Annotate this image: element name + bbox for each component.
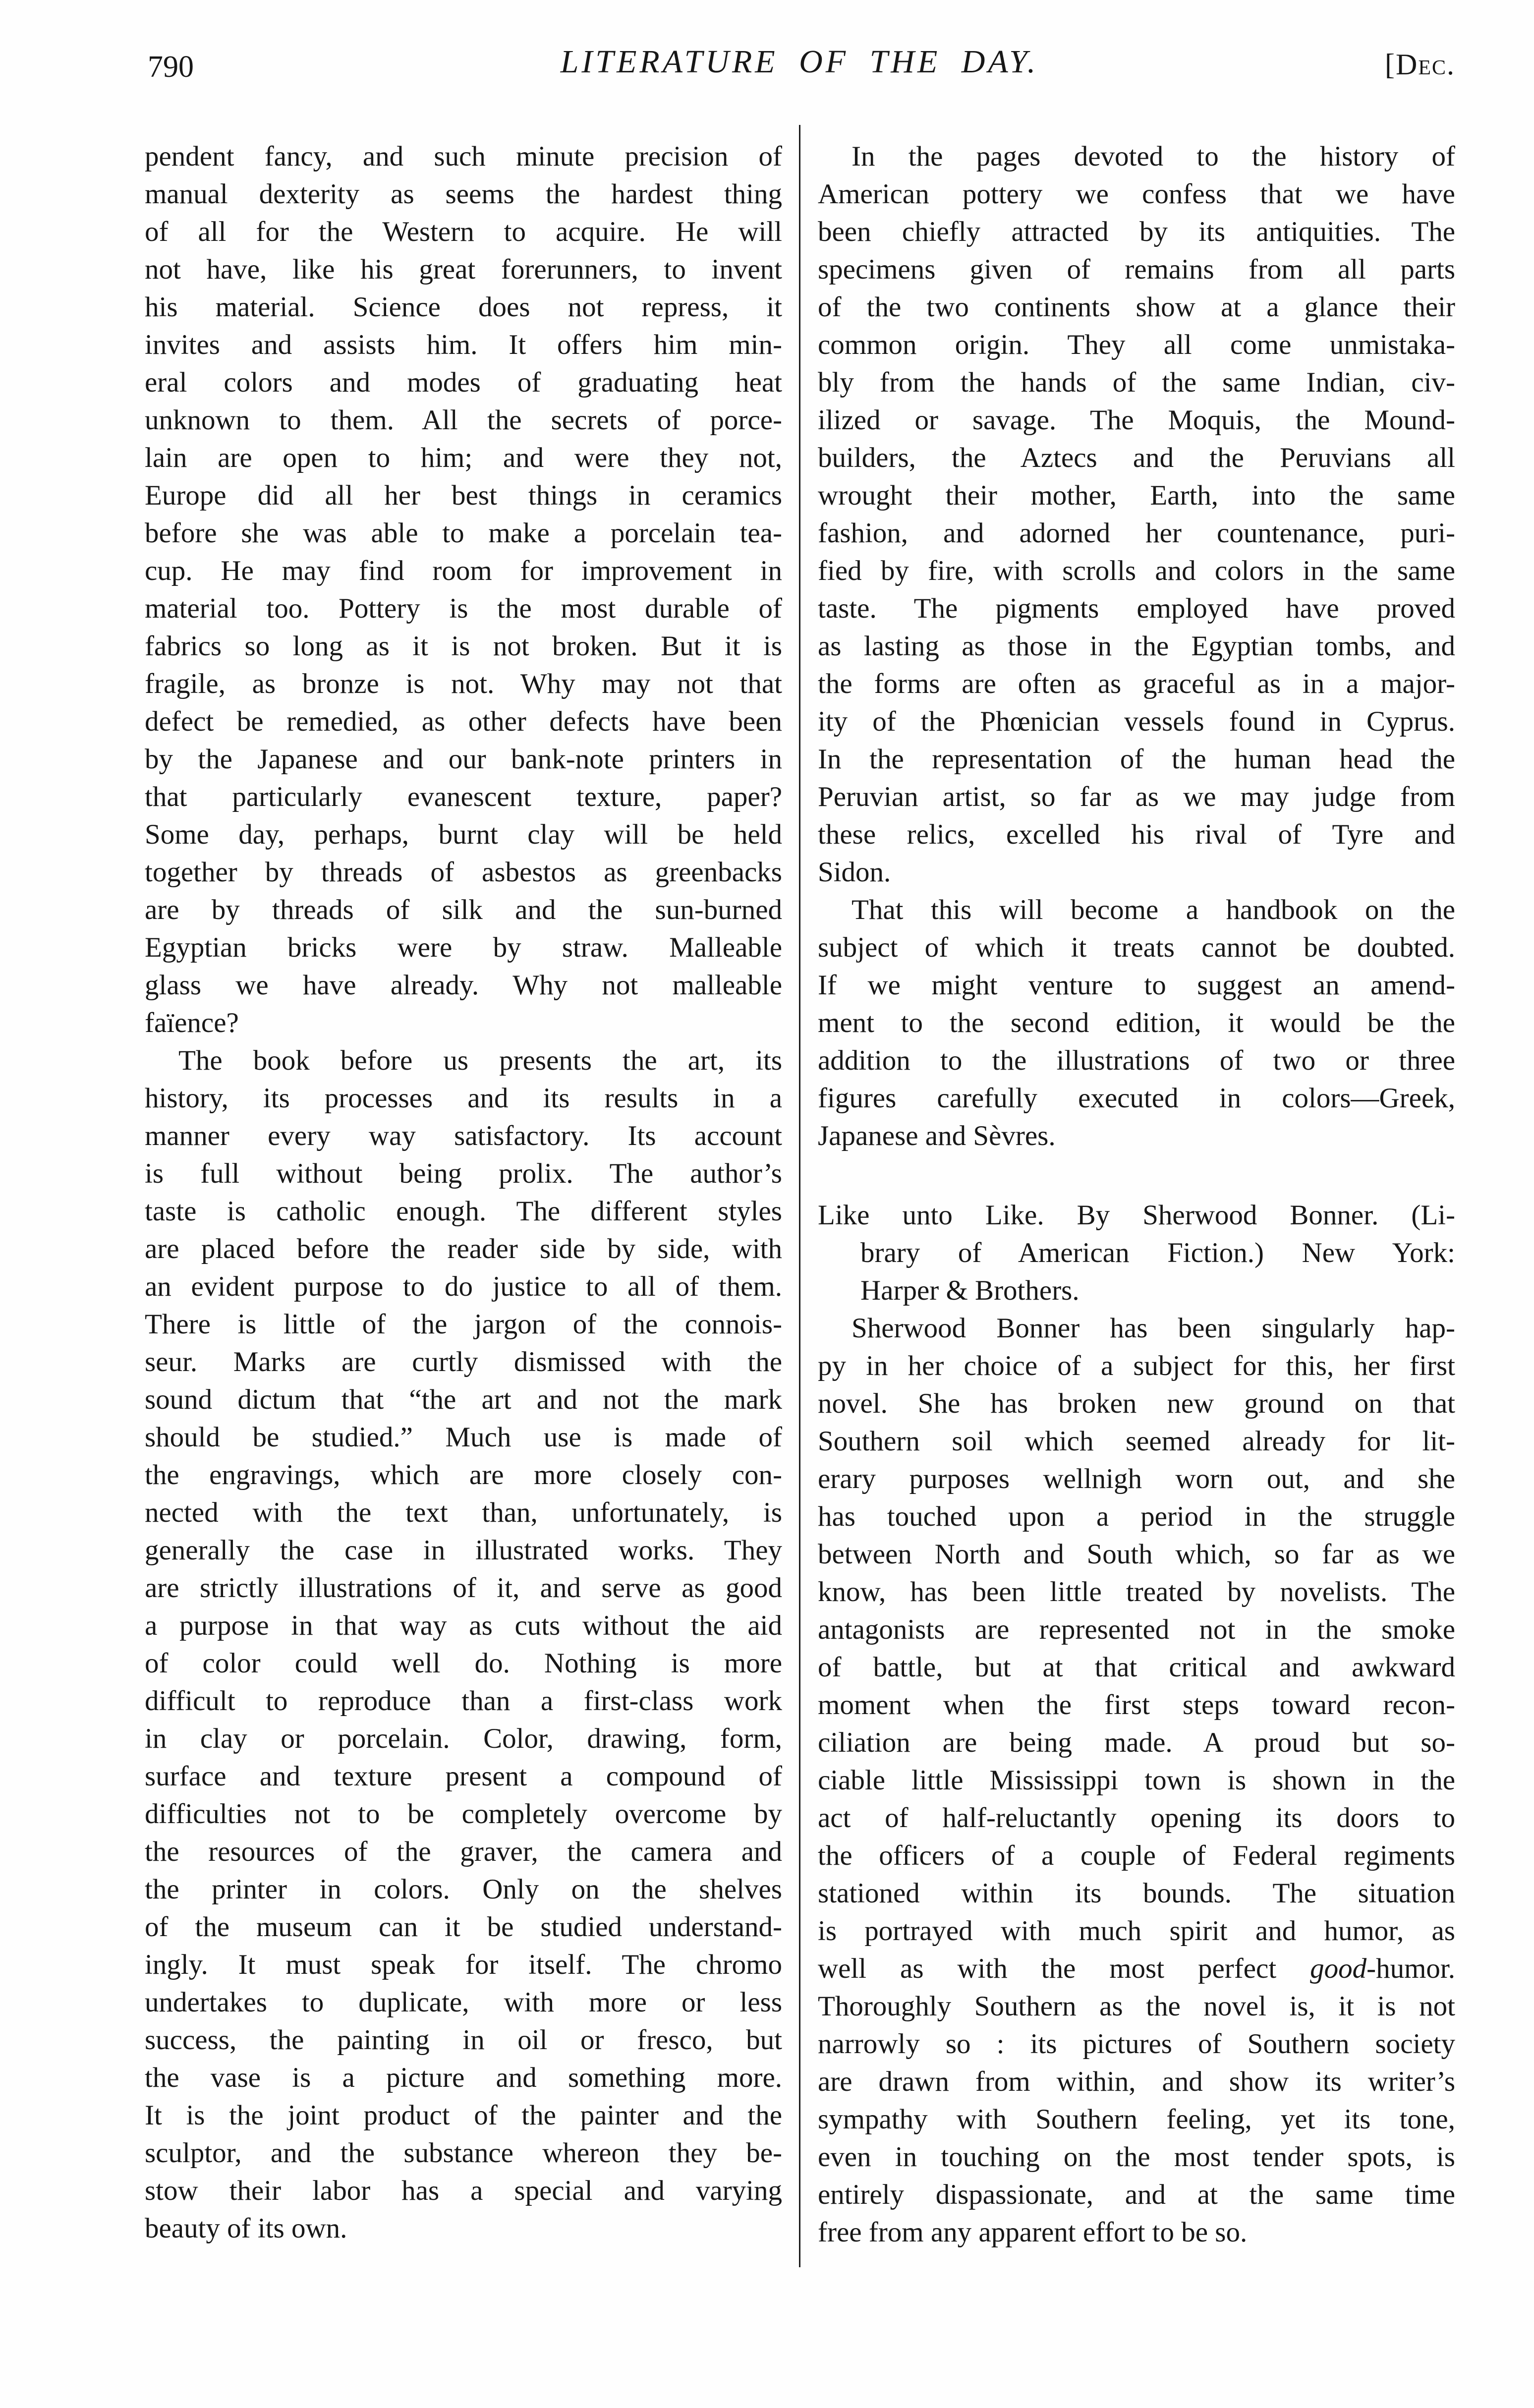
text-line: the forms are often as graceful as in a major- (818, 668, 1455, 699)
text-line: Sherwood Bonner has been singularly hap- (852, 1313, 1455, 1344)
text-line: the officers of a couple of Federal regiments (818, 1840, 1455, 1871)
text-line: difficult to reproduce than a first-class work (145, 1685, 782, 1717)
text-line: manual dexterity as seems the hardest thing (145, 178, 782, 210)
text-line: ingly. It must speak for itself. The chromo (145, 1949, 782, 1980)
text-line: Some day, perhaps, burnt clay will be held (145, 819, 782, 850)
text-line: moment when the first steps toward recon- (818, 1689, 1455, 1720)
text-line: stationed within its bounds. The situation (818, 1878, 1455, 1909)
text-line: generally the case in illustrated works. They (145, 1535, 782, 1566)
text-line: invites and assists him. It offers him min- (145, 329, 782, 360)
text-line: success, the painting in oil or fresco, but (145, 2024, 782, 2056)
text-line: material too. Pottery is the most durable of (145, 593, 782, 624)
text-line: is full without being prolix. The author’s (145, 1158, 782, 1189)
paragraph (145, 1042, 782, 2247)
text-line: fabrics so long as it is not broken. But it is (145, 631, 782, 662)
text-line: subject of which it treats cannot be doubted. (818, 932, 1455, 963)
text-line: sound dictum that “the art and not the mark (145, 1384, 782, 1415)
text-line: seur. Marks are curtly dismissed with the (145, 1346, 782, 1377)
text-line: act of half-reluctantly opening its doors to (818, 1802, 1455, 1834)
text-line: ilized or savage. The Moquis, the Mound- (818, 404, 1455, 436)
text-line: Southern soil which seemed already for lit- (818, 1426, 1455, 1457)
text-line: eral colors and modes of graduating heat (145, 367, 782, 398)
text-line: specimens given of remains from all parts (818, 254, 1455, 285)
text-line: that particularly evanescent texture, paper? (145, 781, 782, 812)
text-line: Egyptian bricks were by straw. Malleable (145, 932, 782, 963)
text-line: surface and texture present a compound of (145, 1761, 782, 1792)
text-line: between North and South which, so far as we (818, 1539, 1455, 1570)
book-citation (818, 1197, 1455, 1310)
text-line: American pottery we confess that we have (818, 178, 1455, 210)
text-line: sympathy with Southern feeling, yet its tone, (818, 2104, 1455, 2135)
text-line: In the representation of the human head the (818, 744, 1455, 775)
text-line: brary of American Fiction.) New York: (860, 1237, 1455, 1268)
text-line: pendent fancy, and such minute precision of (145, 141, 782, 172)
text-line: fashion, and adorned her countenance, puri- (818, 517, 1455, 549)
text-line: Europe did all her best things in ceramics (145, 480, 782, 511)
text-line: lain are open to him; and were they not, (145, 442, 782, 473)
text-line: been chiefly attracted by its antiquities. The (818, 216, 1455, 247)
text-line: are strictly illustrations of it, and serve as good (145, 1572, 782, 1604)
text-line: these relics, excelled his rival of Tyre and (818, 819, 1455, 850)
text-line: of all for the Western to acquire. He will (145, 216, 782, 247)
text-line: unknown to them. All the secrets of porce- (145, 404, 782, 436)
paragraph (818, 891, 1455, 1155)
issue-month-label: [Dec. (1385, 48, 1455, 81)
text-line: ciable little Mississippi town is shown in the (818, 1765, 1455, 1796)
text-line: history, its processes and its results in a (145, 1083, 782, 1114)
text-line: cup. He may find room for improvement in (145, 555, 782, 586)
text-line: taste. The pigments employed have proved (818, 593, 1455, 624)
page-number: 790 (148, 50, 194, 84)
text-line: Like unto Like. By Sherwood Bonner. (Li- (818, 1200, 1455, 1231)
running-head-title: LITERATURE OF THE DAY. (560, 44, 1039, 80)
text-line: There is little of the jargon of the connois- (145, 1309, 782, 1340)
text-line: the engravings, which are more closely con- (145, 1459, 782, 1491)
text-line: faïence? (145, 1007, 239, 1038)
paragraph (145, 138, 782, 1042)
text-line: wrought their mother, Earth, into the same (818, 480, 1455, 511)
text-line: know, has been little treated by novelists. The (818, 1576, 1455, 1607)
text-line: not have, like his great forerunners, to invent (145, 254, 782, 285)
text-line: has touched upon a period in the struggle (818, 1501, 1455, 1532)
text-line: a purpose in that way as cuts without the aid (145, 1610, 782, 1641)
text-line: of battle, but at that critical and awkward (818, 1652, 1455, 1683)
text-line: manner every way satisfactory. Its account (145, 1120, 782, 1151)
text-line: before she was able to make a porcelain tea- (145, 517, 782, 549)
text-line: py in her choice of a subject for this, her first (818, 1350, 1455, 1381)
text-line: of the two continents show at a glance their (818, 291, 1455, 323)
text-line: well as with the most perfect good-humor. (818, 1953, 1455, 1984)
text-line: That this will become a handbook on the (852, 894, 1455, 925)
text-line: In the pages devoted to the history of (852, 141, 1455, 172)
text-line: the resources of the graver, the camera and (145, 1836, 782, 1867)
text-line: the printer in colors. Only on the shelves (145, 1874, 782, 1905)
text-line: difficulties not to be completely overcome by (145, 1798, 782, 1830)
text-line: ity of the Phœnician vessels found in Cyprus. (818, 706, 1455, 737)
text-line: should be studied.” Much use is made of (145, 1422, 782, 1453)
text-line: figures carefully executed in colors—Greek, (818, 1083, 1455, 1114)
text-line: fied by fire, with scrolls and colors in the same (818, 555, 1455, 586)
text-line: together by threads of asbestos as greenbacks (145, 857, 782, 888)
text-line: is portrayed with much spirit and humor, as (818, 1915, 1455, 1947)
text-line: are placed before the reader side by side, with (145, 1233, 782, 1264)
text-line: It is the joint product of the painter and the (145, 2100, 782, 2131)
text-line: The book before us presents the art, its (178, 1045, 782, 1076)
text-line: taste is catholic enough. The different styles (145, 1196, 782, 1227)
text-line: his material. Science does not repress, it (145, 291, 782, 323)
text-line: by the Japanese and our bank-note printers in (145, 744, 782, 775)
text-line: Thoroughly Southern as the novel is, it is not (818, 1991, 1455, 2022)
text-line: the vase is a picture and something more. (145, 2062, 782, 2093)
text-line: even in touching on the most tender spots, is (818, 2141, 1455, 2173)
text-line: defect be remedied, as other defects have been (145, 706, 782, 737)
text-line: beauty of its own. (145, 2213, 347, 2244)
text-line: as lasting as those in the Egyptian tombs, and (818, 631, 1455, 662)
text-line: glass we have already. Why not malleable (145, 970, 782, 1001)
text-line: an evident purpose to do justice to all of them. (145, 1271, 782, 1302)
text-line: erary purposes wellnigh worn out, and she (818, 1463, 1455, 1494)
text-line: If we might venture to suggest an amend- (818, 970, 1455, 1001)
text-line: narrowly so : its pictures of Southern society (818, 2028, 1455, 2060)
left-column (145, 138, 782, 2247)
text-line: builders, the Aztecs and the Peruvians all (818, 442, 1455, 473)
right-column (818, 138, 1455, 2251)
column-divider-rule (799, 125, 800, 2267)
paragraph (818, 138, 1455, 891)
text-line: stow their labor has a special and varying (145, 2175, 782, 2206)
text-line: ciliation are being made. A proud but so- (818, 1727, 1455, 1758)
text-line: antagonists are represented not in the smoke (818, 1614, 1455, 1645)
text-line: novel. She has broken new ground on that (818, 1388, 1455, 1419)
text-line: free from any apparent effort to be so. (818, 2217, 1248, 2248)
text-line: are drawn from within, and show its writer’s (818, 2066, 1455, 2097)
text-line: bly from the hands of the same Indian, civ- (818, 367, 1455, 398)
text-line: sculptor, and the substance whereon they be- (145, 2137, 782, 2169)
text-line: in clay or porcelain. Color, drawing, form, (145, 1723, 782, 1754)
paragraph (818, 1310, 1455, 2251)
text-line: addition to the illustrations of two or three (818, 1045, 1455, 1076)
text-line: Sidon. (818, 857, 891, 888)
text-line: of the museum can it be studied understand- (145, 1911, 782, 1943)
text-line: of color could well do. Nothing is more (145, 1648, 782, 1679)
text-line: nected with the text than, unfortunately, is (145, 1497, 782, 1528)
text-line: fragile, as bronze is not. Why may not that (145, 668, 782, 699)
text-line: are by threads of silk and the sun-burned (145, 894, 782, 925)
text-line: Japanese and Sèvres. (818, 1120, 1056, 1151)
text-line: Peruvian artist, so far as we may judge from (818, 781, 1455, 812)
text-line: entirely dispassionate, and at the same time (818, 2179, 1455, 2210)
text-line: ment to the second edition, it would be the (818, 1007, 1455, 1038)
text-line: undertakes to duplicate, with more or less (145, 1987, 782, 2018)
text-line: Harper & Brothers. (860, 1275, 1079, 1306)
text-line: common origin. They all come unmistaka- (818, 329, 1455, 360)
